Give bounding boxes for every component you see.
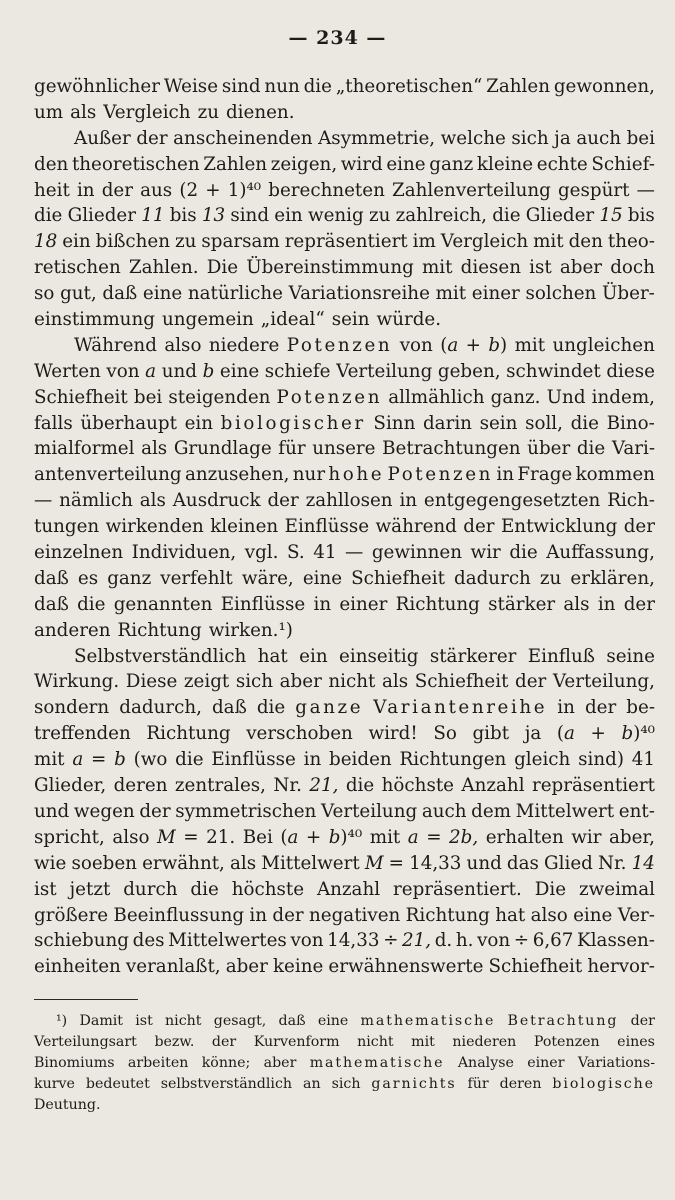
text-line: sondern dadurch, daß die ganze Variantenreihe in der be-: [34, 697, 655, 719]
text-line: um als Vergleich zu dienen.: [34, 101, 295, 123]
text-line: einstimmung ungemein „ideal“ sein würde.: [34, 309, 442, 331]
text-line: antenverteilung anzusehen, nur hohe Potenzen in Frage kommen: [34, 464, 655, 486]
footnote-line: Deutung.: [34, 1097, 101, 1113]
text-line: den theoretischen Zahlen zeigen, wird eine ganz kleine echte Schief-: [34, 153, 655, 175]
footnote-line: ¹) Damit ist nicht gesagt, daß eine mathematische Betrachtung der: [56, 1013, 655, 1029]
text-line: Schiefheit bei steigenden Potenzen allmählich ganz. Und indem,: [34, 386, 655, 408]
text-line: anderen Richtung wirken.¹): [34, 619, 293, 641]
text-line: Wirkung. Diese zeigt sich aber nicht als Schiefheit der Verteilung,: [34, 671, 655, 693]
text-line: 18 ein bißchen zu sparsam repräsentiert im Vergleich mit den theo-: [34, 231, 655, 253]
footnote-line: Verteilungsart bezw. der Kurvenform nicht mit niederen Potenzen eines: [34, 1034, 655, 1050]
text-line: heit in der aus (2 + 1)⁴⁰ berechneten Zahlenverteilung gespürt —: [34, 179, 655, 201]
footnote-line: kurve bedeutet selbstverständlich an sich garnichts für deren biologische: [34, 1076, 655, 1092]
text-line: einzelnen Individuen, vgl. S. 41 — gewinnen wir die Auffassung,: [34, 542, 655, 564]
footnote-divider: [34, 999, 138, 1000]
text-line: einheiten veranlaßt, aber keine erwähnenswerte Schiefheit hervor-: [34, 956, 655, 978]
text-line: mialformel als Grundlage für unsere Betrachtungen über die Vari-: [34, 438, 655, 460]
body-text: [34, 74, 655, 980]
text-line: daß es ganz verfehlt wäre, eine Schiefheit dadurch zu erklären,: [34, 567, 655, 589]
text-line: ist jetzt durch die höchste Anzahl repräsentiert. Die zweimal: [34, 878, 655, 900]
text-line: — nämlich als Ausdruck der zahllosen in entgegengesetzten Rich-: [34, 490, 655, 512]
text-line: und wegen der symmetrischen Verteilung auch dem Mittelwert ent-: [34, 800, 655, 822]
text-line: Glieder, deren zentrales, Nr. 21, die höchste Anzahl repräsentiert: [34, 775, 655, 797]
text-line: tungen wirkenden kleinen Einflüsse während der Entwicklung der: [34, 516, 655, 538]
text-line: größere Beeinflussung in der negativen Richtung hat also eine Ver-: [34, 904, 655, 926]
text-line: mit a = b (wo die Einflüsse in beiden Richtungen gleich sind) 41: [34, 749, 655, 771]
text-line: Selbstverständlich hat ein einseitig stärkerer Einfluß seine: [74, 645, 655, 667]
text-line: schiebung des Mittelwertes von 14,33 ÷ 21, d. h. von ÷ 6,67 Klassen-: [34, 930, 655, 952]
page-number: — 234 —: [288, 27, 387, 49]
text-line: spricht, also M = 21. Bei (a + b)⁴⁰ mit a = 2b, erhalten wir aber,: [34, 826, 655, 848]
text-line: wie soeben erwähnt, als Mittelwert M = 14,33 und das Glied Nr. 14: [34, 852, 655, 874]
text-line: Werten von a und b eine schiefe Verteilung geben, schwindet diese: [34, 360, 655, 382]
text-line: so gut, daß eine natürliche Variationsreihe mit einer solchen Über-: [34, 283, 655, 305]
footnote-line: Binomiums arbeiten könne; aber mathematische Analyse einer Variations-: [34, 1055, 655, 1071]
text-line: treffenden Richtung verschoben wird! So gibt ja (a + b)⁴⁰: [34, 723, 655, 745]
text-line: Während also niedere Potenzen von (a + b) mit ungleichen: [74, 334, 655, 356]
text-line: daß die genannten Einflüsse in einer Richtung stärker als in der: [34, 593, 655, 615]
text-line: retischen Zahlen. Die Übereinstimmung mit diesen ist aber doch: [34, 257, 655, 279]
text-line: Außer der anscheinenden Asymmetrie, welche sich ja auch bei: [74, 127, 655, 149]
text-line: gewöhnlicher Weise sind nun die „theoretischen“ Zahlen gewonnen,: [34, 76, 655, 97]
footnote: [34, 1011, 655, 1116]
text-line: falls überhaupt ein biologischer Sinn darin sein soll, die Bino-: [34, 412, 655, 434]
text-line: die Glieder 11 bis 13 sind ein wenig zu zahlreich, die Glieder 15 bis: [34, 205, 655, 227]
